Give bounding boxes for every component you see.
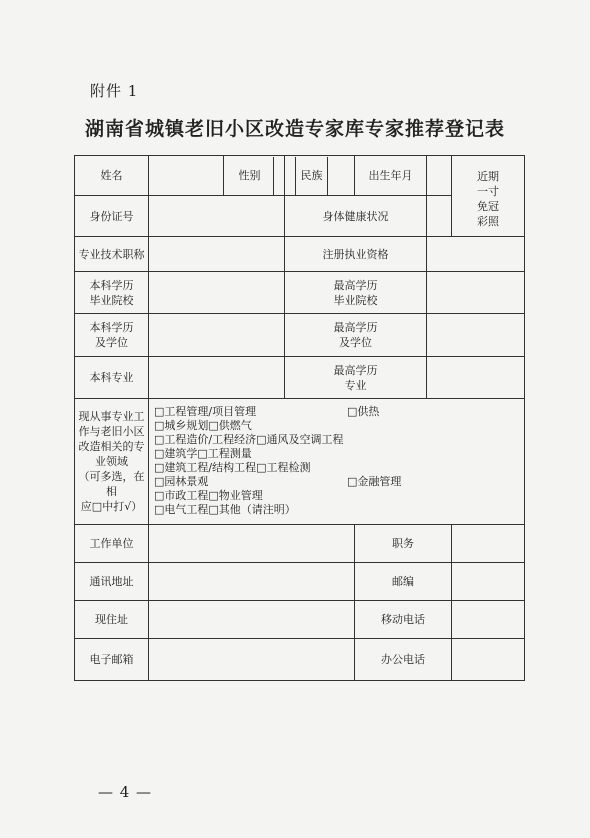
value-highest-school[interactable] [427, 272, 525, 314]
value-work-unit[interactable] [149, 525, 355, 563]
option-landscape[interactable]: □园林景观 [154, 474, 209, 488]
value-postcode[interactable] [452, 563, 525, 601]
form-title: 湖南省城镇老旧小区改造专家库专家推荐登记表 [84, 118, 505, 140]
registration-form-table [74, 155, 525, 681]
value-mobile[interactable] [452, 601, 525, 639]
label-highest-major: 最高学历 专业 [285, 357, 427, 399]
value-highest-major[interactable] [427, 357, 525, 399]
option-urban-planning[interactable]: □城乡规划□供燃气 [154, 418, 252, 432]
value-name[interactable] [149, 156, 224, 196]
label-name: 姓名 [75, 156, 149, 196]
label-bachelor-degree: 本科学历 及学位 [75, 314, 149, 357]
label-position: 职务 [355, 525, 452, 563]
value-bachelor-school[interactable] [149, 272, 285, 314]
label-residence: 现住址 [75, 601, 149, 639]
attachment-label: 附件 1 [90, 82, 139, 100]
label-bachelor-school: 本科学历 毕业院校 [75, 272, 149, 314]
fields-options [149, 399, 525, 525]
label-work-unit: 工作单位 [75, 525, 149, 563]
label-birth: 出生年月 [355, 156, 427, 196]
label-gender: 性别 [224, 156, 285, 196]
value-birth[interactable] [427, 156, 452, 196]
label-office-phone: 办公电话 [355, 639, 452, 681]
option-municipal[interactable]: □市政工程□物业管理 [154, 488, 263, 502]
label-id-number: 身份证号 [75, 196, 149, 237]
value-bachelor-major[interactable] [149, 357, 285, 399]
option-cost-engineering[interactable]: □工程造价/工程经济□通风及空调工程 [154, 432, 344, 446]
label-highest-degree: 最高学历 及学位 [285, 314, 427, 357]
value-id-number[interactable] [149, 196, 285, 237]
label-health: 身体健康状况 [285, 196, 427, 237]
label-email: 电子邮箱 [75, 639, 149, 681]
label-bachelor-major: 本科专业 [75, 357, 149, 399]
label-address: 通讯地址 [75, 563, 149, 601]
page-number: — 4 — [97, 783, 153, 801]
value-highest-degree[interactable] [427, 314, 525, 357]
value-office-phone[interactable] [452, 639, 525, 681]
option-electrical[interactable]: □电气工程□其他（请注明） [154, 502, 296, 516]
option-structural-engineering[interactable]: □建筑工程/结构工程□工程检测 [154, 460, 311, 474]
label-ethnicity: 民族 [285, 156, 355, 196]
option-finance[interactable]: □金融管理 [347, 474, 402, 488]
photo-box[interactable]: 近期 一寸 免冠 彩照 [452, 156, 525, 237]
option-heating[interactable]: □供热 [347, 404, 380, 418]
value-email[interactable] [149, 639, 355, 681]
label-highest-school: 最高学历 毕业院校 [285, 272, 427, 314]
label-title: 专业技术职称 [75, 237, 149, 272]
value-health[interactable] [427, 196, 452, 237]
value-registered-qual[interactable] [427, 237, 525, 272]
value-title[interactable] [149, 237, 285, 272]
value-position[interactable] [452, 525, 525, 563]
label-mobile: 移动电话 [355, 601, 452, 639]
value-bachelor-degree[interactable] [149, 314, 285, 357]
option-architecture[interactable]: □建筑学□工程测量 [154, 446, 252, 460]
label-fields: 现从事专业工 作与老旧小区 改造相关的专 业领域 （可多选，在相 应□中打√） [75, 399, 149, 525]
label-postcode: 邮编 [355, 563, 452, 601]
value-residence[interactable] [149, 601, 355, 639]
label-registered-qual: 注册执业资格 [285, 237, 427, 272]
option-engineering-management[interactable]: □工程管理/项目管理 [154, 404, 257, 418]
value-address[interactable] [149, 563, 355, 601]
